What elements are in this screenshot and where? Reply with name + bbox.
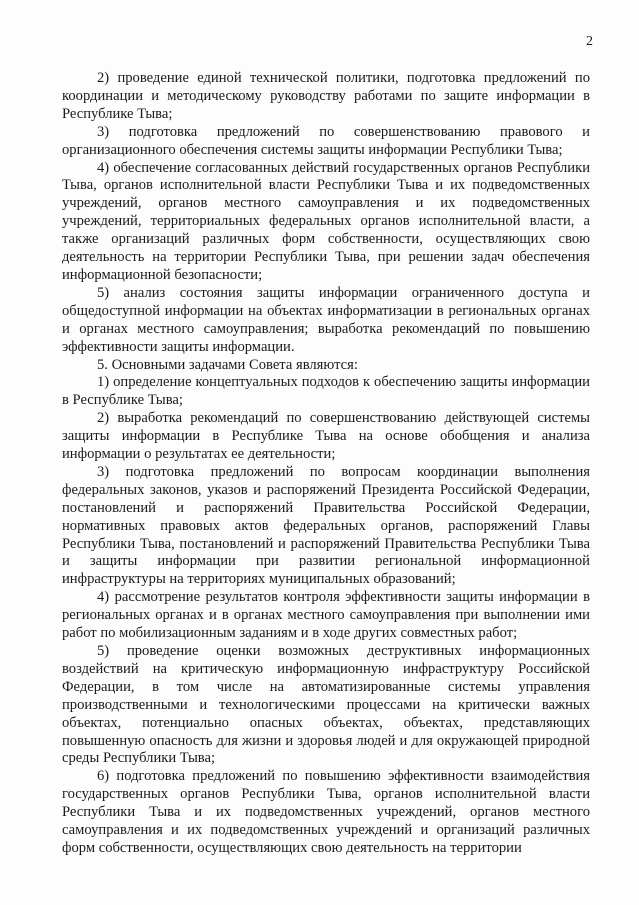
task-item-3-coordination-proposals: 3) подготовка предложений по вопросам координации выполнения федеральных законов, указов и распоряжений Президента Российской Федерации, постановлений и распоряжений Правительства Российской Федерации, нормативных правовых актов федеральных органов, распоряжений Главы Республики Тыва, постановлений и распоряжений Правительства Республики Тыва и защиты информации при развитии региональной информационной инфраструктуры на территориях муниципальных образований; [62, 463, 590, 588]
paragraph-item-3-legal-support: 3) подготовка предложений по совершенствованию правового и организационного обеспечения системы защиты информации Республики Тыва; [62, 123, 590, 158]
page-number: 2 [586, 34, 593, 49]
task-item-6-interaction-efficiency: 6) подготовка предложений по повышению эффективности взаимодействия государственных органов Республики Тыва, органов исполнительной власти Республики Тыва и их подведомственных учреждений, органов местного самоуправления и их подведомственных учреждений и организаций различных форм собственности, осуществляющих свою деятельность на территории [62, 768, 590, 856]
task-item-5-impact-assessment: 5) проведение оценки возможных деструктивных информационных воздействий на критическую информационную инфраструктуру Российской Федерации, в том числе на автоматизированные системы управления производственными и технологическими процессами на критически важных объектах, потенциально опасных объектах, объектах, представляющих повышенную опасность для жизни и здоровья людей и для окружающей природной среды Республики Тыва; [62, 643, 590, 767]
section-heading-council-tasks: 5. Основными задачами Совета являются: [97, 356, 358, 373]
document-body [62, 70, 590, 858]
task-item-4-control-results: 4) рассмотрение результатов контроля эффективности защиты информации в региональных органах и в органах местного самоуправления при выполнении ими работ по мобилизационным заданиям и в ходе других совместных работ; [62, 589, 590, 642]
task-item-2-recommendations: 2) выработка рекомендаций по совершенствованию действующей системы защиты информации в Республике Тыва на основе обобщения и анализа информации о результатах ее деятельности; [62, 410, 590, 463]
paragraph-item-2-technical-policy: 2) проведение единой технической политики, подготовка предложений по координации и методическому руководству работами по защите информации в Республике Тыва; [62, 70, 590, 122]
task-item-1-conceptual-approaches: 1) определение концептуальных подходов к обеспечению защиты информации в Республике Тыва; [62, 374, 590, 409]
paragraph-item-4-coordinated-actions: 4) обеспечение согласованных действий государственных органов Республики Тыва, органов исполнительной власти Республики Тыва и их подведомственных учреждений, органов местного самоуправления и их подведомственных учреждений, территориальных федеральных органов исполнительной власти, а также организаций различных форм собственности, осуществляющих свою деятельность на территории Республики Тыва, при решении задач обеспечения информационной безопасности; [62, 159, 590, 283]
paragraph-item-5-protection-analysis: 5) анализ состояния защиты информации ограниченного доступа и общедоступной информации на объектах информатизации в региональных органах и органах местного самоуправления; выработка рекомендаций по повышению эффективности защиты информации. [62, 284, 590, 355]
